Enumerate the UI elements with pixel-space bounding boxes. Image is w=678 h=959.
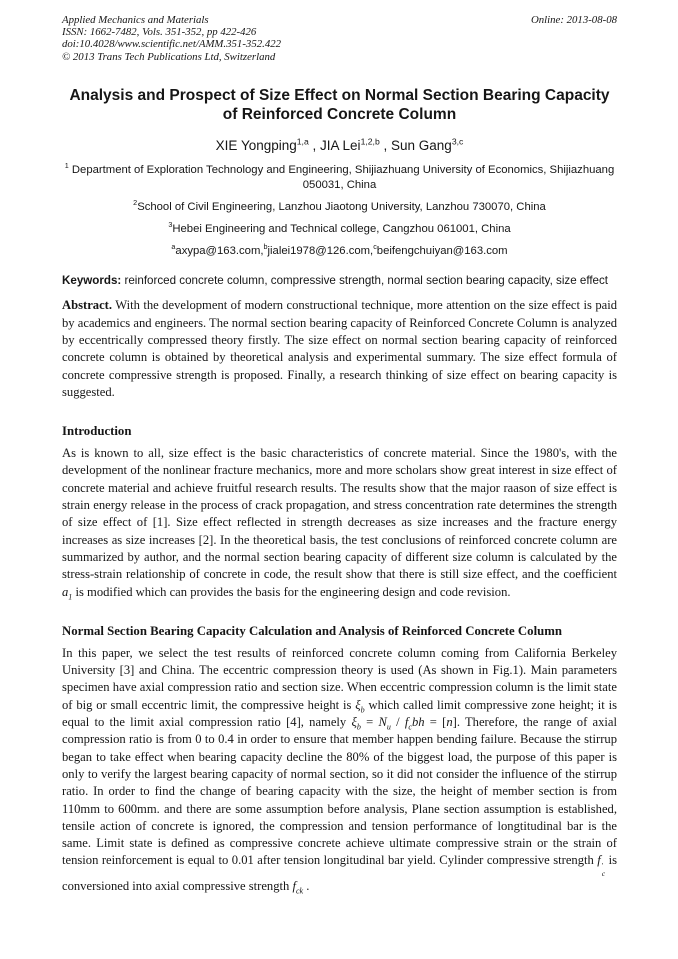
author-1 <box>216 138 309 153</box>
coefficient-a1-base: a <box>62 584 69 599</box>
email-a-mark: a <box>171 242 176 252</box>
paper-title <box>62 86 617 124</box>
author-2 <box>320 138 380 153</box>
affiliation-3 <box>62 222 617 237</box>
abstract-block <box>62 297 617 401</box>
formula-n: n <box>446 715 453 730</box>
abstract-label: Abstract. <box>62 298 113 313</box>
paper-title-line1: Analysis and Prospect of Size Effect on Normal Section Bearing Capacity <box>69 86 610 104</box>
introduction-paragraph <box>62 445 617 601</box>
section-paragraph <box>62 645 617 895</box>
formula-f-base: f <box>404 715 409 730</box>
affiliation-2 <box>62 200 617 215</box>
formula-fc <box>404 715 412 732</box>
author-3-name: Sun Gang <box>391 137 452 153</box>
formula-divide: / <box>390 715 405 730</box>
journal-info-block <box>62 14 281 63</box>
formula-f-sub: c <box>408 722 412 732</box>
formula-xi-sub: b <box>356 722 361 732</box>
section-text-4: is conversioned into axial compressive strength <box>62 853 617 893</box>
author-1-name: XIE Yongping <box>215 137 297 153</box>
section-text-5: . <box>303 878 310 893</box>
copyright-line: © 2013 Trans Tech Publications Ltd, Switzerland <box>62 50 276 63</box>
coefficient-a1-subscript: 1 <box>68 592 73 602</box>
keywords-label: Keywords: <box>62 273 122 287</box>
email-b-mark: b <box>263 242 268 252</box>
journal-header <box>62 14 617 63</box>
paper-title-line2: of Reinforced Concrete Column <box>222 105 457 123</box>
limit-ratio-formula <box>351 715 457 732</box>
formula-equals-1: = <box>360 715 379 730</box>
introduction-heading: Introduction <box>62 424 132 439</box>
abstract-text: With the development of modern constructional technique, more attention on the size effect is paid by academics and engineers. The normal section bearing capacity of Reinforced Concrete Column is analyzed by eccentrically compressed theory firstly. The size effect on normal section bearing capacity of reinforced concrete column is obtained by theoretical analysis and experimental summary. The size effect formula of concrete compressive strength is proposed. Finally, a research thinking of size effect on bearing capacity is suggested. <box>62 298 617 399</box>
axial-strength-base: f <box>292 878 296 893</box>
keywords-block <box>62 273 617 289</box>
emails-line <box>62 244 617 259</box>
author-1-affil-marks: 1,a <box>296 136 309 147</box>
coefficient-a1-math <box>62 584 73 602</box>
formula-bh: bh <box>411 715 425 730</box>
journal-name: Applied Mechanics and Materials <box>62 14 209 26</box>
formula-xi-base: ξ <box>351 715 357 730</box>
online-date: Online: 2013-08-08 <box>530 14 617 26</box>
affiliation-2-mark: 2 <box>133 198 138 208</box>
formula-Nu <box>378 715 391 732</box>
section-text-3: . Therefore, the range of axial compression ratio is from 0 to 0.4 in order to ensure that member happen bending failure. Because the stirrup began to take effect when bearing capacity decline the 80% of the biggest load, the purpose of this paper is only to verify the largest bearing capacity of normal section, so it did not consider the influence of the stirrup ratio. In order to find the change of bearing capacity with the size, the height of member section is from 110mm to 600mm. and there are some assumption before analysis, Plane section assumption is established, tensile action of concrete is ignored, the compression and tension performance of longtitudinal bar is the same. Limit state is defined as compressive concrete achieve ultimate compressive strain or the strain of tension reinforcement is equal to 0.01 after tension longitudinal bar yield. Cylinder compressive strength <box>62 715 617 868</box>
author-2-name: JIA Lei <box>320 137 361 153</box>
authors-line <box>62 137 617 154</box>
formula-equals-2: = [ <box>424 715 447 730</box>
affiliation-3-text: Hebei Engineering and Technical college, Cangzhou 061001, China <box>172 222 511 235</box>
axial-strength-math <box>292 878 304 896</box>
author-2-affil-marks: 1,2,b <box>360 136 380 147</box>
xi-b-base: ξ <box>355 697 361 712</box>
author-separator: , <box>308 137 321 153</box>
section-text-2: which called limit compressive zone height; it is equal to the limit axial compression ratio [4], namely <box>62 697 617 730</box>
affiliation-1-mark: 1 <box>64 161 69 171</box>
email-c-mark: c <box>373 242 377 252</box>
affiliation-3-mark: 3 <box>168 220 173 230</box>
axial-strength-sub: ck <box>295 886 304 896</box>
section-heading-bearing-capacity: Normal Section Bearing Capacity Calculation and Analysis of Reinforced Concrete Column <box>62 623 563 638</box>
affiliation-1-text: Department of Exploration Technology and Engineering, Shijiazhuang University of Economics, Shijiazhuang 050031, China <box>68 163 615 191</box>
cylinder-strength-sub: c <box>601 868 606 878</box>
xi-b-math <box>355 697 365 715</box>
xi-b-subscript: b <box>360 705 365 715</box>
introduction-text-1: As is known to all, size effect is the basic characteristics of concrete material. Since the 1980's, with the development of the nonlinear fracture mechanics, more and more scholars show great interest in size effect of concrete material and achieve fruitful research results. The results show that the major raason of size effect is strain energy release in the process of crack propagation, and stress concentration rate determines the strength of size effect of [1]. Size effect reflected in strength decreases as size increases and the fracture energy increases as size increases [2]. In the theoretical basis, the test conclusions of reinforced concrete column are summarized by author, and the normal section bearing capacity of different size column is calculated by the stress-strain relationship of concrete in code, the result show that there is still size effect, and the coefficient <box>62 446 617 582</box>
affiliation-1 <box>62 163 617 193</box>
section-text-1: In this paper, we select the test results of reinforced concrete column coming from California Berkeley University [3] and China. The eccentric compression theory is used (As shown in Fig.1). Main parameters specimen have axial compression ratio and section size. When eccentric compression column is the limit state of big or small eccentric limit, the compressive height is <box>62 645 617 712</box>
author-3 <box>391 138 463 153</box>
email-b: jialei1978@126.com, <box>267 244 374 257</box>
introduction-text-2: is modified which can provides the basis for the engineering design and code revision. <box>72 584 511 599</box>
affiliation-2-text: School of Civil Engineering, Lanzhou Jiaotong University, Lanzhou 730070, China <box>137 200 546 213</box>
keywords-text: reinforced concrete column, compressive strength, normal section bearing capacity, size effect <box>121 273 609 287</box>
formula-N-base: N <box>378 715 387 730</box>
cylinder-strength-prime: ′ <box>601 860 604 870</box>
email-c: beifengchuiyan@163.com <box>376 244 508 257</box>
doi-line: doi:10.4028/www.scientific.net/AMM.351-352.422 <box>62 38 282 51</box>
formula-N-sub: u <box>386 722 391 732</box>
cylinder-strength-base: f <box>597 853 601 868</box>
issn-line: ISSN: 1662-7482, Vols. 351-352, pp 422-426 <box>62 26 257 39</box>
formula-bracket-close: ] <box>452 715 457 730</box>
formula-xi <box>351 715 361 732</box>
email-a: axypa@163.com, <box>175 244 264 257</box>
author-3-affil-marks: 3,c <box>451 136 464 147</box>
author-separator: , <box>379 137 392 153</box>
cylinder-strength-math <box>597 853 606 878</box>
